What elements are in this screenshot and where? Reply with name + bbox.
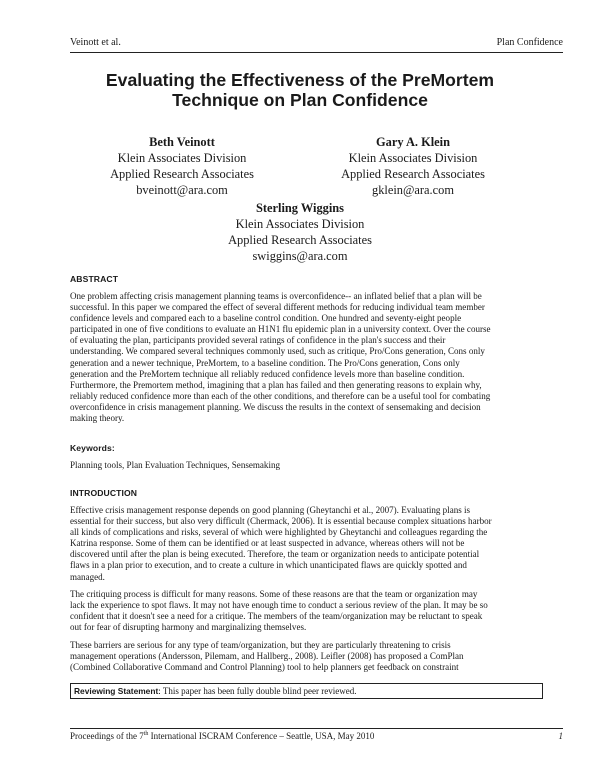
abstract-line: generation and the PreMortem technique all reliably reduced confidence levels more than baseline condition. <box>70 368 465 379</box>
intro-line: all kinds of complications and risks, several of which were highlighted by Gheytanchi and colleagues regarding the <box>70 527 488 538</box>
author-name: Sterling Wiggins <box>255 201 345 215</box>
author-email: gklein@ara.com <box>372 183 454 197</box>
footer-ordinal-suffix: th <box>143 731 149 737</box>
intro-line: (Combined Collaborative Command and Control Planning) tool to help planners get feedback on constraint <box>70 662 459 673</box>
abstract-line: understanding. We compared several techniques commonly used, such as critique, Pro/Cons generation, Cons only <box>70 346 485 357</box>
abstract-heading: ABSTRACT <box>70 274 119 284</box>
abstract-line: participated in one of five conditions to evaluate an H1N1 flu epidemic plan in a university context. Over the course <box>70 324 491 335</box>
intro-line: discovered until after the plan is being executed. Therefore, the team or organization needs to anticipate potential <box>70 549 480 560</box>
author-division: Klein Associates Division <box>235 217 365 231</box>
author-division: Klein Associates Division <box>117 151 247 165</box>
abstract-line: reliably reduced confidence more than each of the other conditions, and therefore can be a useful tool for combating <box>70 390 491 401</box>
page-number: 1 <box>558 731 563 741</box>
abstract-line: successful. In this paper we compared the effect of several different methods for reducing individual team member <box>70 302 485 313</box>
paper-title-line-1: Evaluating the Effectiveness of the PreMortem <box>105 70 495 90</box>
intro-line: essential for their success, but also very difficult (Chermack, 2006). It is essential because complex situations harbor <box>70 516 492 527</box>
abstract-body <box>70 291 540 424</box>
intro-line: flaws in a plan prior to execution, and to create a culture in which unanticipated flaws are quickly spotted and <box>70 560 467 571</box>
intro-line: These barriers are serious for any type of team/organization, but they are particularly threatening to crisis <box>70 640 451 650</box>
author-block-klein <box>293 134 533 198</box>
intro-paragraph-3 <box>70 640 540 673</box>
author-block-wiggins <box>180 200 420 264</box>
footer-proceedings <box>70 731 374 741</box>
author-org: Applied Research Associates <box>228 233 372 247</box>
author-division: Klein Associates Division <box>348 151 478 165</box>
intro-line: managed. <box>70 571 105 582</box>
intro-line: confident that it doesn't see a need for a critique. The members of the team/organization may be reluctant to speak <box>70 611 483 622</box>
author-email: swiggins@ara.com <box>252 249 348 263</box>
abstract-line: overconfidence in crisis management planning. We discuss the results in the context of sensemaking and decision <box>70 401 481 412</box>
intro-line: Effective crisis management response depends on good planning (Gheytanchi et al., 2007). Evaluating plans is <box>70 505 471 515</box>
intro-paragraph-1 <box>70 505 540 583</box>
author-name: Beth Veinott <box>149 135 215 149</box>
paper-title <box>60 70 540 110</box>
keywords-heading: Keywords: <box>70 443 115 453</box>
abstract-line: One problem affecting crisis management planning teams is overconfidence-- an inflated belief that a plan will be <box>70 291 482 301</box>
intro-paragraph-2 <box>70 589 540 633</box>
footer-rule <box>70 728 563 729</box>
reviewing-statement-label: Reviewing Statement <box>74 686 159 696</box>
abstract-line: of evaluating the plan, participants provided several ratings of confidence in the plan's success and their <box>70 335 446 346</box>
author-email: bveinott@ara.com <box>136 183 228 197</box>
paper-title-line-2: Technique on Plan Confidence <box>172 90 428 110</box>
author-block-veinott <box>62 134 302 198</box>
footer-proceedings-post: International ISCRAM Conference – Seattle, USA, May 2010 <box>148 731 375 741</box>
running-header <box>70 37 563 49</box>
reviewing-statement-box <box>70 683 543 699</box>
running-header-short-title: Plan Confidence <box>496 37 563 48</box>
intro-line: lack the experience to spot flaws. It may not have enough time to conduct a serious review of the plan. It may be so <box>70 600 488 611</box>
keywords-text: Planning tools, Plan Evaluation Techniques, Sensemaking <box>70 460 281 470</box>
intro-line: Katrina response. Some of them can be identified or at least suspected in advance, whereas others will not be <box>70 538 465 549</box>
abstract-line: making theory. <box>70 413 125 424</box>
abstract-line: Furthermore, the Premortem method, imagining that a plan has failed and then generating reasons to explain why, <box>70 379 482 390</box>
footer-proceedings-pre: Proceedings of the 7 <box>70 731 144 741</box>
running-header-authors: Veinott et al. <box>70 37 121 48</box>
abstract-line: confidence levels and compared each to a baseline control condition. One hundred and seventy-eight people <box>70 313 462 324</box>
header-rule <box>70 52 563 53</box>
reviewing-statement-text: : This paper has been fully double blind peer reviewed. <box>158 686 357 696</box>
page-footer <box>70 731 563 745</box>
introduction-heading: INTRODUCTION <box>70 488 138 498</box>
intro-line: management operations (Andersson, Pilemam, and Hallberg., 2008). Leifler (2008) has proposed a ComPlan <box>70 651 464 662</box>
author-name: Gary A. Klein <box>376 135 450 149</box>
abstract-line: generation and a newer technique, PreMortem, to a baseline condition. The Pro/Cons generation, Cons only <box>70 357 460 368</box>
author-org: Applied Research Associates <box>341 167 485 181</box>
author-org: Applied Research Associates <box>110 167 254 181</box>
intro-line: The critiquing process is difficult for many reasons. Some of these reasons are that the team or organization may <box>70 589 478 599</box>
intro-line: out for fear of disrupting harmony and marginalizing themselves. <box>70 622 307 633</box>
